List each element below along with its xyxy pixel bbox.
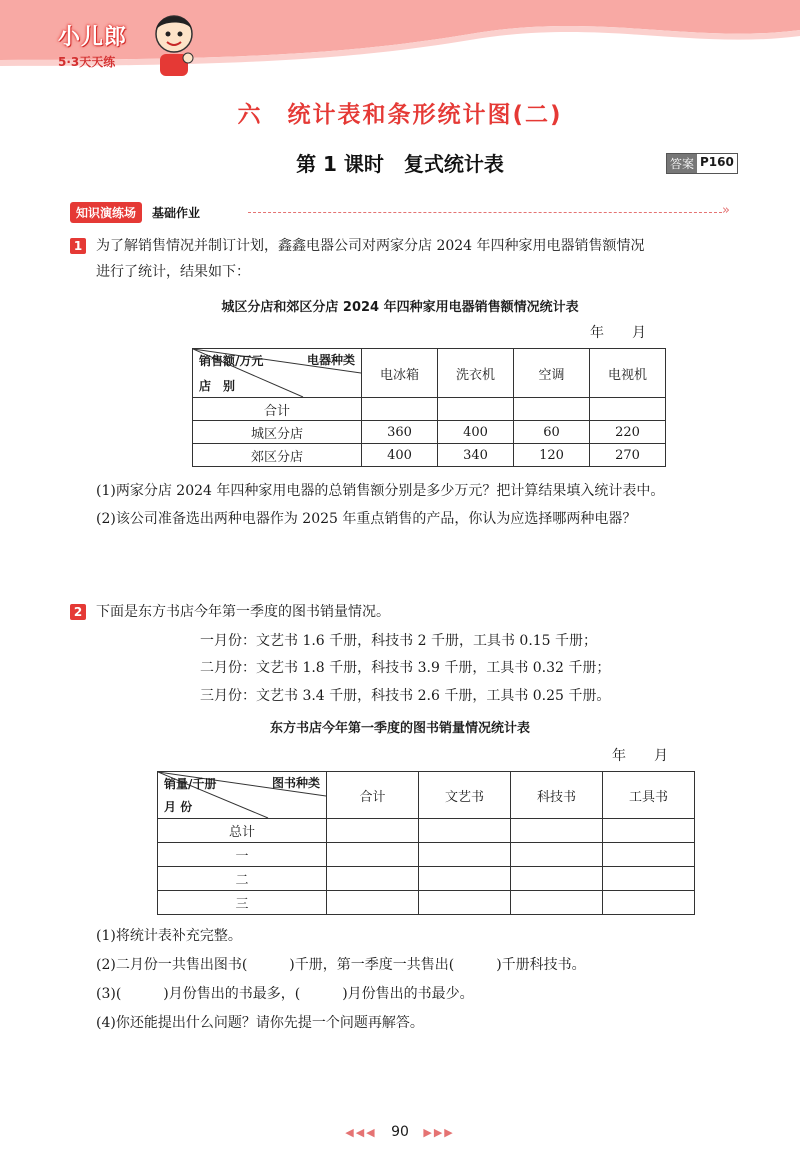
- q1-row-label: 合计: [193, 398, 362, 421]
- q2-sub-question-2: (2)二月份一共售出图书( )千册，第一季度一共售出( )千册科技书。: [96, 957, 586, 973]
- q2-blank-cell[interactable]: [327, 819, 419, 843]
- brand-name: 小儿郎: [58, 25, 128, 50]
- q1-cell: 400: [438, 421, 514, 444]
- page-footer: [0, 1124, 800, 1140]
- q1-intro-line2: 进行了统计，结果如下：: [96, 264, 250, 280]
- lesson-title: 第 1 课时 复式统计表: [296, 152, 504, 176]
- q1-header-mid: 销售额/万元: [199, 354, 264, 368]
- table-row: [158, 819, 695, 843]
- section-subtitle: 基础作业: [152, 205, 201, 220]
- q1-table-caption: 城区分店和郊区分店 2024 年四种家用电器销售额情况统计表: [221, 300, 579, 315]
- q1-col-header: 空调: [514, 349, 590, 398]
- q1-col-header: 洗衣机: [438, 349, 514, 398]
- next-arrows-icon: ▶▶▶: [423, 1126, 455, 1139]
- q2-blank-cell[interactable]: [327, 891, 419, 915]
- q2-data-line: 三月份：文艺书 3.4 千册，科技书 2.6 千册，工具书 0.25 千册。: [200, 688, 611, 704]
- q1-header-top: 电器种类: [306, 353, 355, 367]
- q2-blank-cell[interactable]: [419, 819, 511, 843]
- q1-sub-question-2: (2)该公司准备选出两种电器作为 2025 年重点销售的产品，你认为应选择哪两种电器？: [96, 511, 637, 527]
- q2-table-date: 年 月: [612, 748, 668, 764]
- q1-header-bottom: 店 别: [199, 379, 236, 393]
- q2-blank-cell[interactable]: [511, 819, 603, 843]
- q1-cell: 220: [590, 421, 666, 444]
- q2-row-label: 总计: [158, 819, 327, 843]
- q2-blank-cell[interactable]: [511, 867, 603, 891]
- q1-diagonal-header: [193, 349, 362, 398]
- chevron-right-icon: »: [722, 203, 730, 218]
- q2-blank-cell[interactable]: [511, 891, 603, 915]
- q1-cell: 400: [362, 444, 438, 467]
- answer-reference: [666, 153, 738, 174]
- q2-col-header: 科技书: [511, 772, 603, 819]
- q1-row-label: 郊区分店: [193, 444, 362, 467]
- q2-sub-question-3: (3)( )月份售出的书最多，( )月份售出的书最少。: [96, 986, 474, 1002]
- table-row: [193, 398, 666, 421]
- q1-row-label: 城区分店: [193, 421, 362, 444]
- q1-blank-cell[interactable]: [590, 398, 666, 421]
- q1-col-header: 电视机: [590, 349, 666, 398]
- table-row: [193, 421, 666, 444]
- answer-label: 答案: [667, 154, 697, 173]
- chapter-title: 六 统计表和条形统计图(二): [237, 102, 563, 128]
- q2-blank-cell[interactable]: [327, 867, 419, 891]
- q1-cell: 270: [590, 444, 666, 467]
- q2-row-label: 一: [158, 843, 327, 867]
- q2-sub-question-4: (4)你还能提出什么问题？请你先提一个问题再解答。: [96, 1015, 424, 1031]
- q1-blank-cell[interactable]: [362, 398, 438, 421]
- question-number-1: 1: [70, 238, 86, 254]
- q2-header-mid: 销量/千册: [164, 777, 217, 791]
- q1-sub-question-1: (1)两家分店 2024 年四种家用电器的总销售额分别是多少万元？把计算结果填入统计表中。: [96, 483, 665, 499]
- mascot-icon: [148, 8, 200, 78]
- q2-blank-cell[interactable]: [419, 867, 511, 891]
- q2-blank-cell[interactable]: [419, 891, 511, 915]
- table-row: [193, 444, 666, 467]
- q1-cell: 120: [514, 444, 590, 467]
- q1-intro-line1: 为了解销售情况并制订计划，鑫鑫电器公司对两家分店 2024 年四种家用电器销售额情况: [96, 238, 645, 254]
- q2-header-top: 图书种类: [271, 776, 320, 790]
- q1-col-header: 电冰箱: [362, 349, 438, 398]
- q2-blank-cell[interactable]: [327, 843, 419, 867]
- q2-blank-cell[interactable]: [603, 867, 695, 891]
- q2-sub-question-1: (1)将统计表补充完整。: [96, 928, 242, 944]
- q1-sales-table: [192, 348, 666, 467]
- q1-table-date: 年 月: [590, 325, 646, 341]
- q2-sales-table: [157, 771, 695, 915]
- prev-arrows-icon: ◀◀◀: [345, 1126, 377, 1139]
- section-bar: [70, 201, 206, 223]
- q2-intro: 下面是东方书店今年第一季度的图书销量情况。: [96, 604, 390, 620]
- q2-blank-cell[interactable]: [603, 819, 695, 843]
- q1-cell: 60: [514, 421, 590, 444]
- q1-blank-cell[interactable]: [514, 398, 590, 421]
- q2-diagonal-header: [158, 772, 327, 819]
- q2-blank-cell[interactable]: [419, 843, 511, 867]
- section-tag: 知识演练场: [70, 202, 142, 223]
- page-number: 90: [391, 1124, 409, 1140]
- q2-row-label: 三: [158, 891, 327, 915]
- q1-cell: 360: [362, 421, 438, 444]
- table-row: [158, 867, 695, 891]
- brand-subtitle: 5·3天天练: [58, 55, 116, 69]
- q2-header-bottom: 月 份: [164, 800, 193, 814]
- q2-table-caption: 东方书店今年第一季度的图书销量情况统计表: [269, 721, 530, 736]
- table-row: [158, 843, 695, 867]
- table-row: [158, 891, 695, 915]
- q2-blank-cell[interactable]: [603, 891, 695, 915]
- q1-blank-cell[interactable]: [438, 398, 514, 421]
- q2-row-label: 二: [158, 867, 327, 891]
- section-divider: [248, 212, 722, 213]
- q2-col-header: 工具书: [603, 772, 695, 819]
- q2-blank-cell[interactable]: [603, 843, 695, 867]
- q2-col-header: 合计: [327, 772, 419, 819]
- question-number-2: 2: [70, 604, 86, 620]
- q2-col-header: 文艺书: [419, 772, 511, 819]
- q2-blank-cell[interactable]: [511, 843, 603, 867]
- q1-cell: 340: [438, 444, 514, 467]
- q2-data-line: 二月份：文艺书 1.8 千册，科技书 3.9 千册，工具书 0.32 千册；: [200, 660, 611, 676]
- answer-page: P160: [700, 155, 734, 169]
- q2-data-line: 一月份：文艺书 1.6 千册，科技书 2 千册，工具书 0.15 千册；: [200, 633, 598, 649]
